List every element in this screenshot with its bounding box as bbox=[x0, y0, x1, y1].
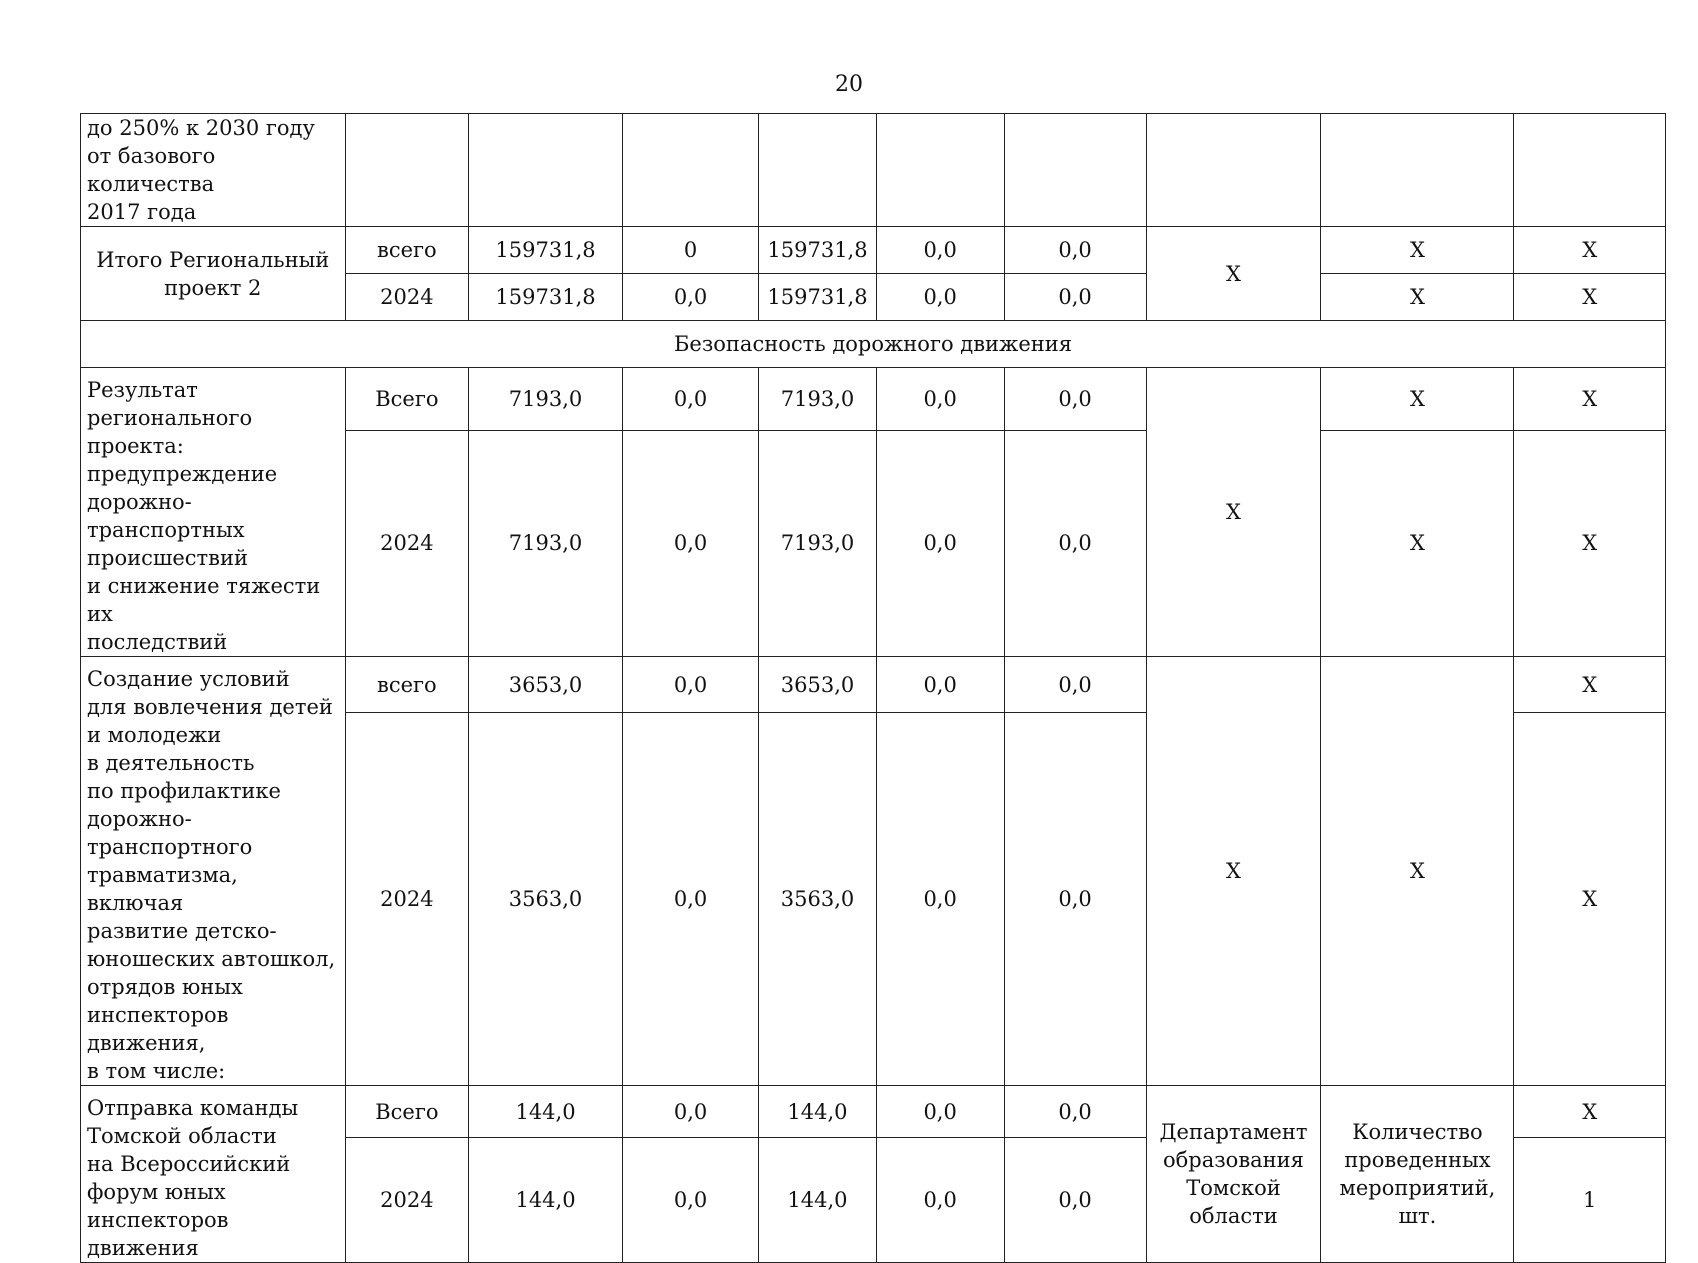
value-cell: 0,0 bbox=[622, 1086, 759, 1138]
row-label: до 250% к 2030 году от базового количества 2017 года bbox=[81, 114, 346, 227]
value-cell: 159731,8 bbox=[469, 274, 623, 321]
section-title: Безопасность дорожного движения bbox=[81, 321, 1666, 368]
table-row bbox=[81, 368, 1666, 431]
budget-table bbox=[80, 113, 1666, 1263]
value-cell: 3653,0 bbox=[469, 657, 623, 713]
value-cell: 0,0 bbox=[876, 368, 1004, 431]
value-cell: X bbox=[1514, 368, 1666, 431]
value-cell: 0,0 bbox=[1004, 430, 1146, 656]
responsible-cell: Департамент образования Томской области bbox=[1146, 1086, 1321, 1263]
indicator-cell: X bbox=[1321, 274, 1514, 321]
row-label: Результат регионального проекта: предупреждение дорожно-транспортных происшествий и снижение тяжести их последствий bbox=[81, 368, 346, 657]
value-cell: 0 bbox=[622, 227, 759, 274]
table-row bbox=[81, 114, 1666, 227]
indicator-cell: X bbox=[1321, 368, 1514, 431]
indicator-cell: Количество проведенных мероприятий, шт. bbox=[1321, 1086, 1514, 1263]
indicator-cell: X bbox=[1321, 227, 1514, 274]
period-cell: 2024 bbox=[345, 274, 469, 321]
table-row bbox=[81, 227, 1666, 274]
value-cell: 144,0 bbox=[469, 1138, 623, 1263]
value-cell: 0,0 bbox=[1004, 274, 1146, 321]
value-cell: 0,0 bbox=[1004, 368, 1146, 431]
value-cell: 159731,8 bbox=[759, 274, 876, 321]
value-cell: 159731,8 bbox=[759, 227, 876, 274]
value-cell: 3653,0 bbox=[759, 657, 876, 713]
value-cell: X bbox=[1514, 657, 1666, 713]
value-cell: 0,0 bbox=[876, 227, 1004, 274]
value-cell: 3563,0 bbox=[759, 713, 876, 1086]
value-cell: 7193,0 bbox=[759, 368, 876, 431]
value-cell: 0,0 bbox=[1004, 227, 1146, 274]
period-cell: 2024 bbox=[345, 713, 469, 1086]
value-cell: X bbox=[1514, 227, 1666, 274]
value-cell: 0,0 bbox=[876, 713, 1004, 1086]
period-cell: 2024 bbox=[345, 1138, 469, 1263]
table-row bbox=[81, 1086, 1666, 1138]
period-cell: Всего bbox=[345, 1086, 469, 1138]
value-cell: 144,0 bbox=[469, 1086, 623, 1138]
value-cell: 7193,0 bbox=[759, 430, 876, 656]
row-label: Создание условий для вовлечения детей и молодежи в деятельность по профилактике дорожно-транспортного травматизма, включая развитие детско- юношеских автошкол, отрядов юных инспекторов движения, в том числе: bbox=[81, 657, 346, 1086]
value-cell: 7193,0 bbox=[469, 430, 623, 656]
value-cell: 0,0 bbox=[622, 274, 759, 321]
value-cell: 0,0 bbox=[876, 430, 1004, 656]
value-cell: 0,0 bbox=[876, 274, 1004, 321]
value-cell: X bbox=[1514, 274, 1666, 321]
value-cell: 0,0 bbox=[622, 713, 759, 1086]
value-cell: 144,0 bbox=[759, 1086, 876, 1138]
value-cell: 0,0 bbox=[622, 657, 759, 713]
indicator-cell: X bbox=[1321, 430, 1514, 656]
period-cell: всего bbox=[345, 227, 469, 274]
value-cell: 0,0 bbox=[622, 430, 759, 656]
responsible-cell: X bbox=[1146, 657, 1321, 1086]
value-cell: 0,0 bbox=[622, 1138, 759, 1263]
value-cell: 0,0 bbox=[1004, 1086, 1146, 1138]
value-cell: X bbox=[1514, 1086, 1666, 1138]
period-cell: всего bbox=[345, 657, 469, 713]
value-cell: 159731,8 bbox=[469, 227, 623, 274]
value-cell: 0,0 bbox=[876, 1138, 1004, 1263]
value-cell: 1 bbox=[1514, 1138, 1666, 1263]
value-cell: 0,0 bbox=[1004, 713, 1146, 1086]
period-cell: 2024 bbox=[345, 430, 469, 656]
value-cell: 144,0 bbox=[759, 1138, 876, 1263]
value-cell: X bbox=[1514, 713, 1666, 1086]
responsible-cell: X bbox=[1146, 368, 1321, 657]
value-cell: 0,0 bbox=[876, 657, 1004, 713]
period-cell: Всего bbox=[345, 368, 469, 431]
value-cell: X bbox=[1514, 430, 1666, 656]
row-label: Отправка команды Томской области на Всероссийский форум юных инспекторов движения bbox=[81, 1086, 346, 1263]
table-row bbox=[81, 657, 1666, 713]
indicator-cell: X bbox=[1321, 657, 1514, 1086]
value-cell: 0,0 bbox=[1004, 1138, 1146, 1263]
page-number: 20 bbox=[835, 72, 863, 97]
value-cell: 0,0 bbox=[876, 1086, 1004, 1138]
value-cell: 0,0 bbox=[1004, 657, 1146, 713]
responsible-cell: X bbox=[1146, 227, 1321, 321]
value-cell: 7193,0 bbox=[469, 368, 623, 431]
value-cell: 3563,0 bbox=[469, 713, 623, 1086]
value-cell: 0,0 bbox=[622, 368, 759, 431]
table-row bbox=[81, 321, 1666, 368]
row-label: Итого Региональный проект 2 bbox=[81, 227, 346, 321]
